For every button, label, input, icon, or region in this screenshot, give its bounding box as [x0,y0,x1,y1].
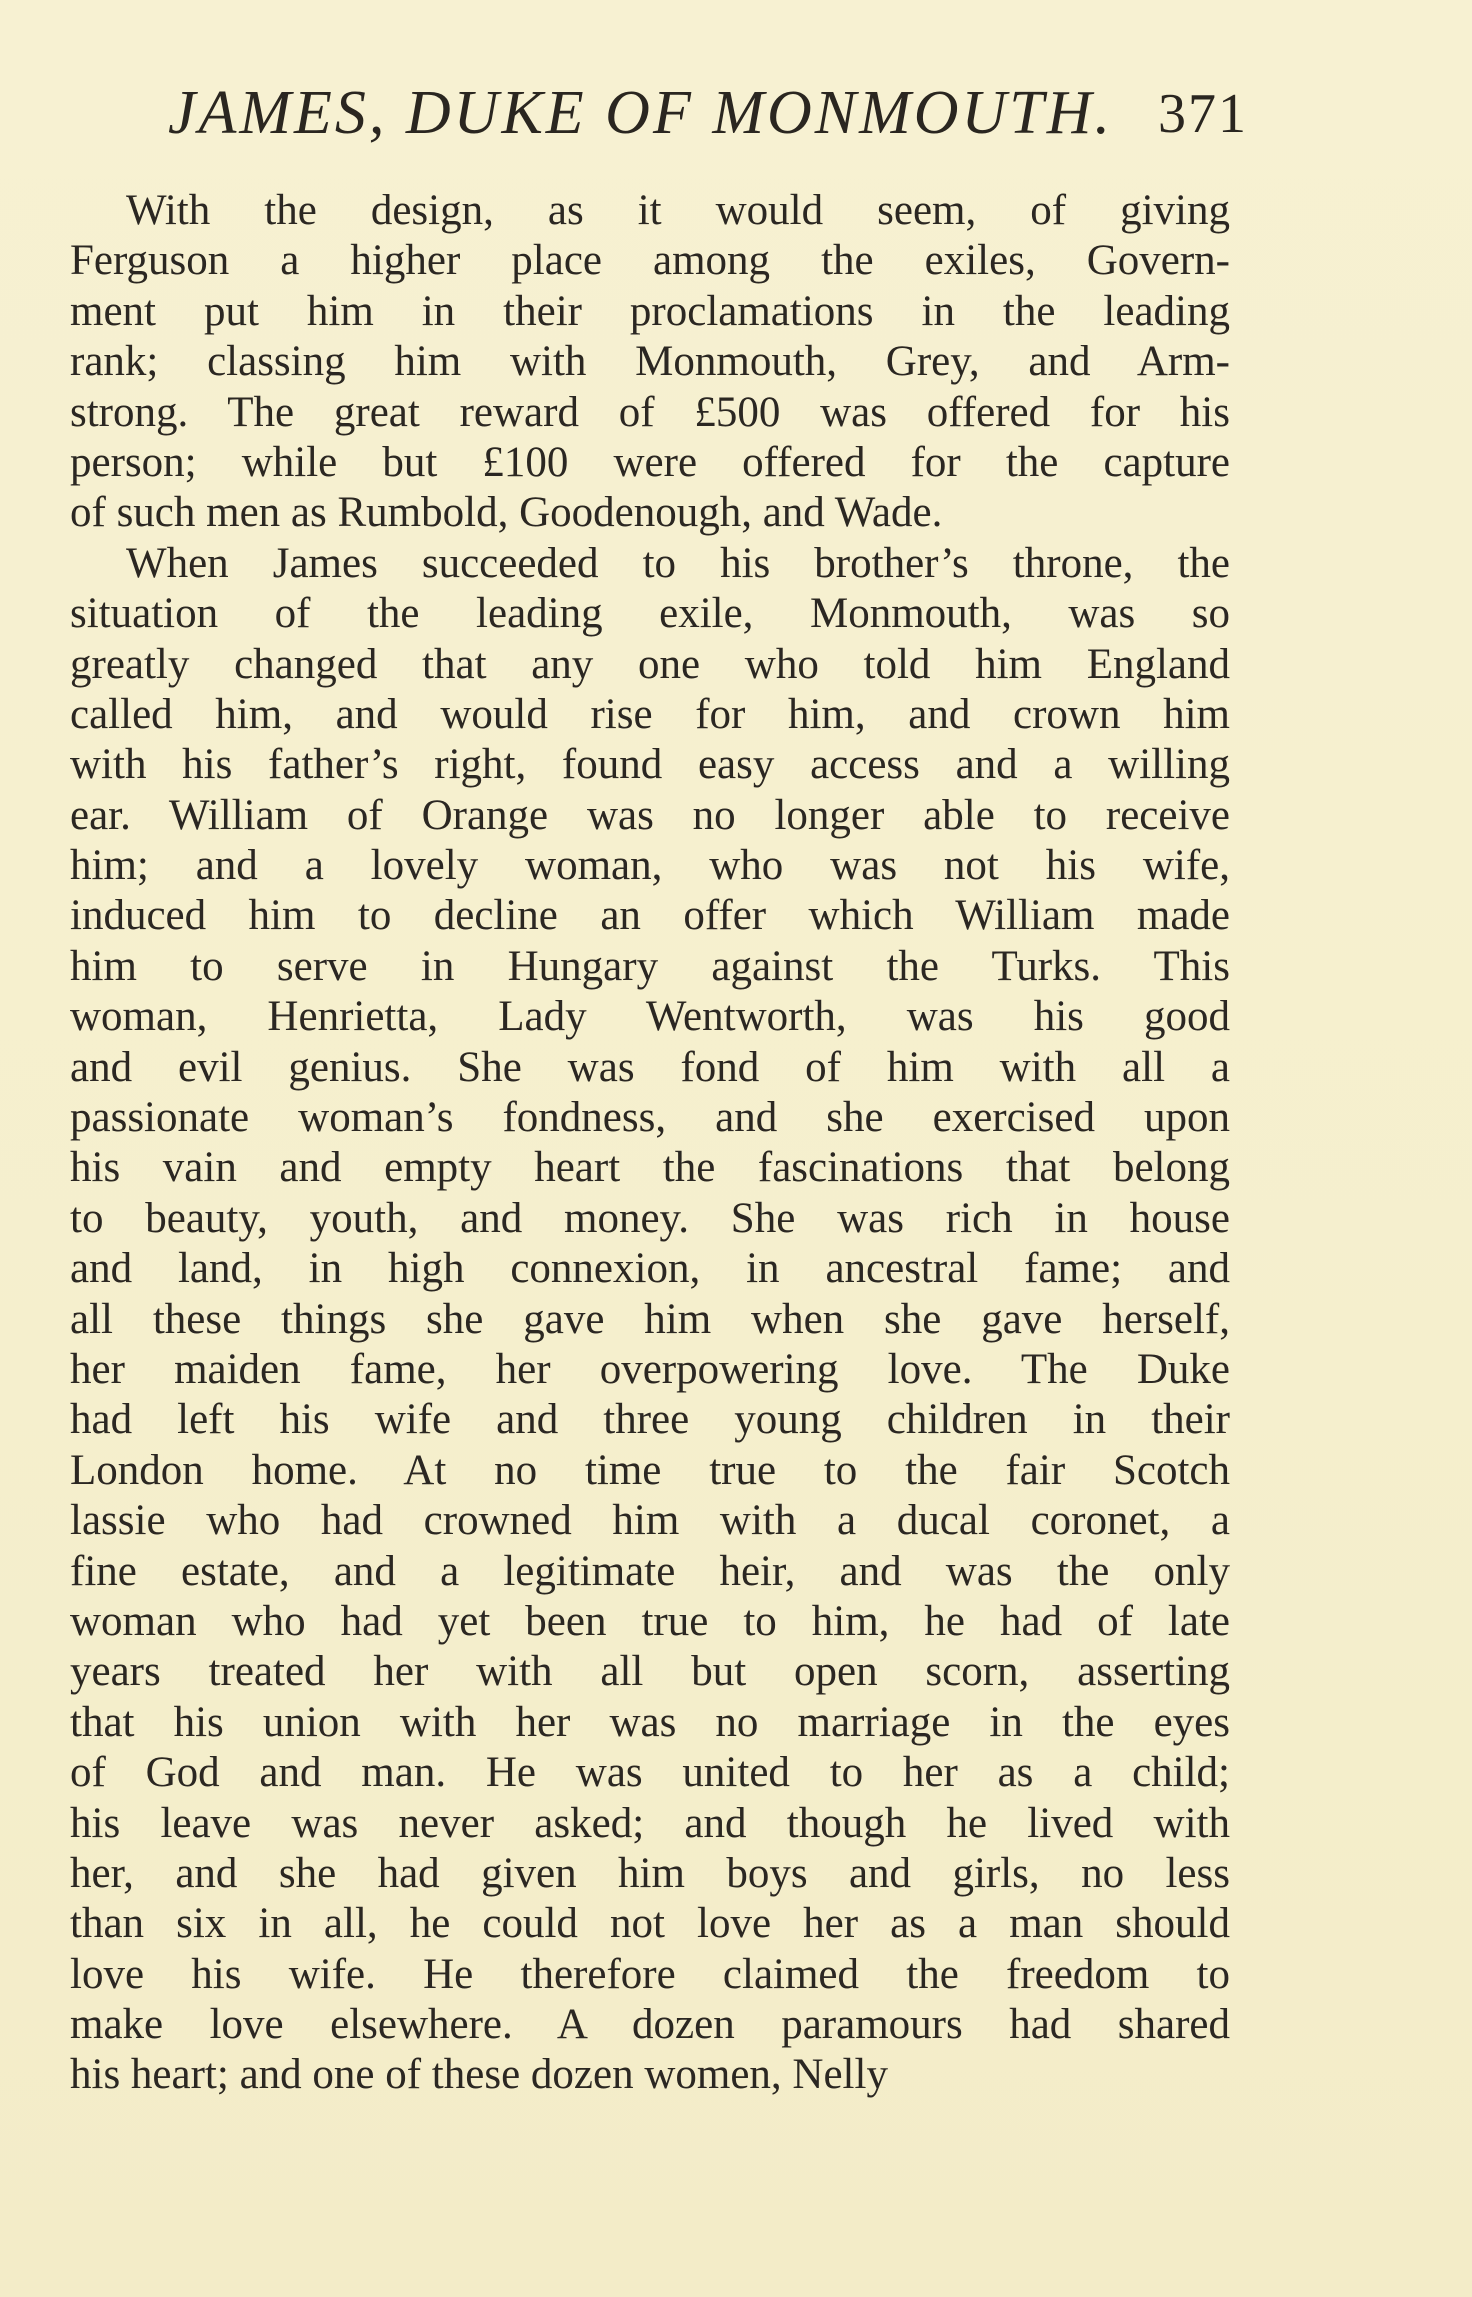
running-head [168,72,1248,152]
text-line: her maiden fame, her overpowering love. The Duke [70,1345,1230,1393]
text-line: to beauty, youth, and money. She was rich in house [70,1194,1230,1242]
text-line: ear. William of Orange was no longer able to receive [70,791,1230,839]
text-line: person; while but £100 were offered for the capture [70,438,1230,486]
text-line: that his union with her was no marriage in the eyes [70,1698,1230,1746]
text-line: and land, in high connexion, in ancestral fame; and [70,1245,1230,1293]
text-line: lassie who had crowned him with a ducal coronet, a [70,1497,1230,1545]
text-line: love his wife. He therefore claimed the freedom to [70,1950,1230,1998]
text-line: rank; classing him with Monmouth, Grey, and Arm- [70,338,1230,386]
text-line: years treated her with all but open scorn, asserting [70,1648,1230,1696]
text-line: London home. At no time true to the fair Scotch [70,1446,1230,1494]
text-line: all these things she gave him when she gave herself, [70,1295,1230,1343]
text-line: of such men as Rumbold, Goodenough, and Wade. [70,489,943,537]
text-line: Ferguson a higher place among the exiles, Govern- [70,237,1230,285]
text-line: than six in all, he could not love her as a man should [70,1900,1230,1948]
running-head-title: JAMES, DUKE OF MONMOUTH. [168,79,1114,147]
text-line: had left his wife and three young children in their [70,1396,1230,1444]
page-number: 371 [1158,83,1248,145]
text-line: greatly changed that any one who told him England [70,640,1230,688]
text-line: situation of the leading exile, Monmouth, was so [70,590,1230,638]
text-line: his vain and empty heart the fascinations that belong [70,1144,1230,1192]
text-line: fine estate, and a legitimate heir, and was the only [70,1547,1230,1595]
text-line: her, and she had given him boys and girls, no less [70,1849,1230,1897]
text-line: with his father’s right, found easy access and a willing [70,741,1230,789]
text-line: called him, and would rise for him, and crown him [70,690,1230,738]
paragraph [70,539,1230,2101]
text-line: make love elsewhere. A dozen paramours had shared [70,2001,1230,2049]
text-line: of God and man. He was united to her as a child; [70,1749,1230,1797]
text-line: induced him to decline an offer which William made [70,892,1230,940]
text-line: him to serve in Hungary against the Turks. This [70,942,1230,990]
text-line: his heart; and one of these dozen women, Nelly [70,2051,888,2099]
text-line: When James succeeded to his brother’s throne, the [126,539,1230,587]
text-line: passionate woman’s fondness, and she exercised upon [70,1094,1230,1142]
text-line: ment put him in their proclamations in the leading [70,287,1230,335]
body-text [70,186,1230,2101]
text-line: him; and a lovely woman, who was not his wife, [70,842,1230,890]
text-line: woman who had yet been true to him, he had of late [70,1597,1230,1645]
paragraph [70,186,1230,539]
text-line: his leave was never asked; and though he lived with [70,1799,1230,1847]
text-line: woman, Henrietta, Lady Wentworth, was his good [70,993,1230,1041]
text-line: With the design, as it would seem, of giving [126,187,1230,234]
text-line: strong. The great reward of £500 was offered for his [70,388,1230,436]
text-line: and evil genius. She was fond of him with all a [70,1043,1230,1091]
